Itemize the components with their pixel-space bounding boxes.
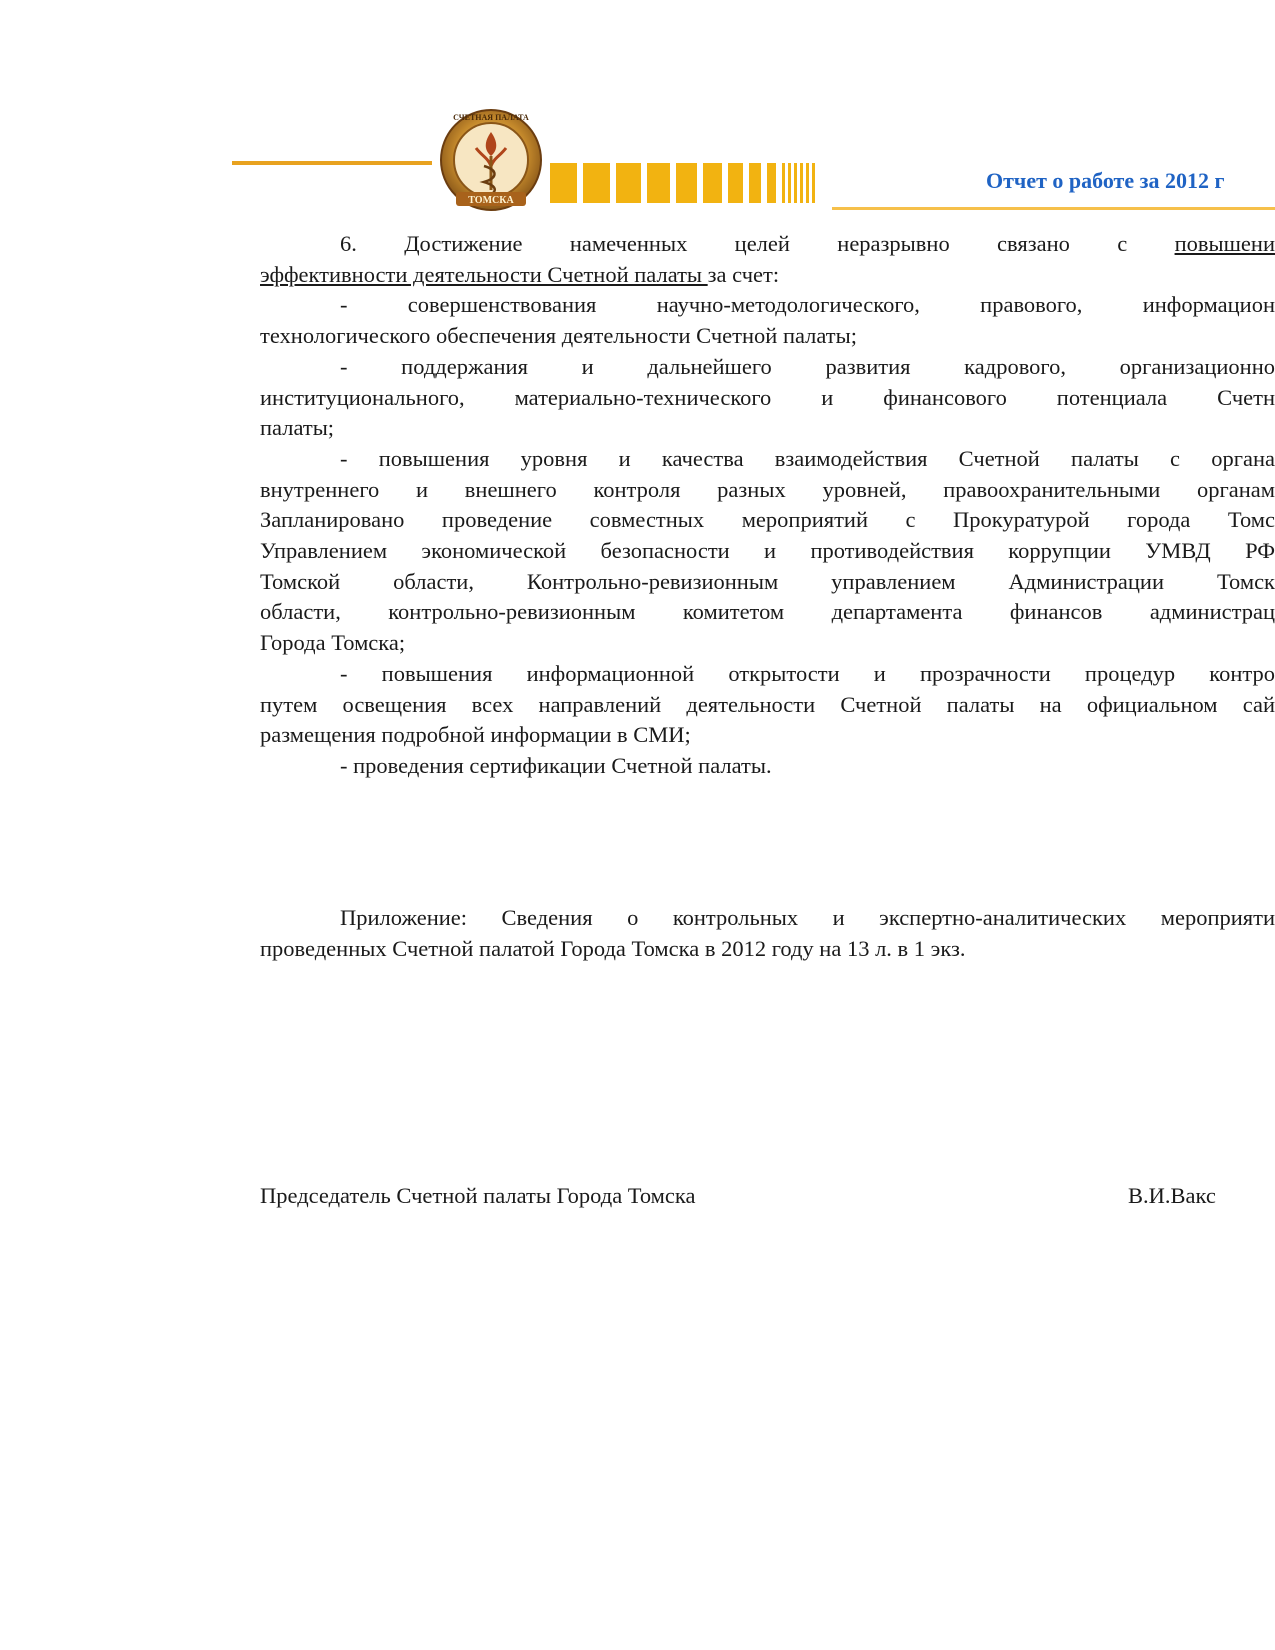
text-line: Запланировано проведение совместных мероприятий с Прокуратурой города Томс bbox=[260, 507, 1275, 533]
text-line: технологического обеспечения деятельности Счетной палаты; bbox=[260, 323, 857, 349]
header-bar bbox=[583, 163, 610, 203]
header-stripe bbox=[788, 163, 791, 203]
text-line: - повышения уровня и качества взаимодействия Счетной палаты с органа bbox=[340, 445, 1275, 471]
text-line: Приложение: Сведения о контрольных и экспертно-аналитических мероприяти bbox=[340, 905, 1275, 930]
text-line: - повышения информационной открытости и прозрачности процедур контро bbox=[340, 660, 1275, 686]
underlined-text: повышени bbox=[1174, 231, 1275, 256]
header-bar bbox=[647, 163, 670, 203]
header-rule-right bbox=[832, 207, 1275, 210]
section-6 bbox=[260, 229, 1275, 782]
text-run: за счет: bbox=[707, 261, 780, 287]
signatory-name: В.И.Вакс bbox=[1128, 1183, 1216, 1208]
signatory-role: Председатель Счетной палаты Города Томска bbox=[260, 1183, 696, 1208]
text-line: Управлением экономической безопасности и противодействия коррупции УМВД РФ bbox=[260, 538, 1275, 564]
header-bar bbox=[728, 163, 743, 203]
text-line: Города Томска; bbox=[260, 630, 406, 656]
header-stripe bbox=[794, 163, 797, 203]
text-line bbox=[260, 229, 1275, 260]
text-line: внутреннего и внешнего контроля разных уровней, правоохранительными органам bbox=[260, 476, 1275, 502]
underlined-text: эффективности деятельности Счетной палаты bbox=[260, 261, 708, 287]
header-stripe bbox=[782, 163, 785, 203]
text-line: палаты; bbox=[260, 415, 335, 441]
header-bar bbox=[676, 163, 697, 203]
text-line: Томской области, Контрольно-ревизионным управлением Администрации Томск bbox=[260, 568, 1275, 594]
text-run: 6. Достижение намеченных целей неразрывно связано с bbox=[340, 231, 1175, 256]
report-title: Отчет о работе за 2012 г bbox=[986, 168, 1225, 193]
text-line: - совершенствования научно-методологического, правового, информацион bbox=[340, 292, 1275, 318]
header-bar bbox=[749, 163, 761, 203]
text-line: институционального, материально-технического и финансового потенциала Счетн bbox=[260, 384, 1275, 410]
text-line: области, контрольно-ревизионным комитетом департамента финансов администрац bbox=[260, 599, 1275, 625]
text-line: - проведения сертификации Счетной палаты. bbox=[340, 752, 772, 778]
logo-lettering-bottom: ТОМСКА bbox=[468, 195, 514, 206]
text-line bbox=[260, 260, 1275, 291]
header-bar bbox=[703, 163, 722, 203]
header-bar bbox=[767, 163, 776, 203]
text-line: размещения подробной информации в СМИ; bbox=[260, 722, 691, 748]
header-decorative-bars bbox=[550, 163, 818, 203]
header-stripe bbox=[806, 163, 809, 203]
header-stripe bbox=[800, 163, 803, 203]
text-line: - поддержания и дальнейшего развития кадрового, организационно bbox=[340, 353, 1275, 379]
header-bar bbox=[616, 163, 641, 203]
text-line: путем освещения всех направлений деятельности Счетной палаты на официальном сай bbox=[260, 691, 1275, 717]
emblem-logo bbox=[432, 104, 550, 222]
header-rule-left bbox=[232, 161, 432, 165]
header-stripe bbox=[812, 163, 815, 203]
appendix-note bbox=[260, 903, 1275, 964]
text-line: проведенных Счетной палатой Города Томска в 2012 году на 13 л. в 1 экз. bbox=[260, 935, 966, 961]
logo-lettering-top: СЧЕТНАЯ ПАЛАТА bbox=[453, 113, 529, 122]
header-bar bbox=[550, 163, 577, 203]
